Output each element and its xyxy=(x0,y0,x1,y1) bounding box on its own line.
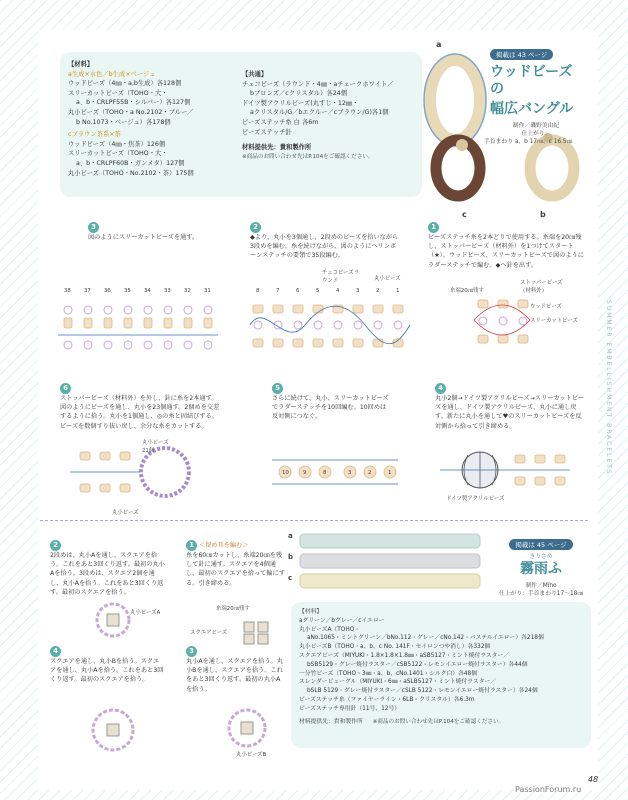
thread-label: 糸端20㎝残す xyxy=(450,288,484,294)
step-number: 3 xyxy=(88,222,99,233)
ladder-num: 8 xyxy=(323,470,327,476)
material-line: スクエアビーズ（MIYUKI・1.8×1.8×1.8㎜・aSB5127・ミント焼付ラスター／ xyxy=(299,652,510,659)
supplier-2: 材料提供先：貴和製作所 xyxy=(299,718,363,725)
step-number: 4 xyxy=(50,646,61,657)
material-line: aNo.1065・ミントグリーン／bNo.112・グレー／cNo.142・パステルイエロー）各218個 xyxy=(307,635,544,642)
maruko21-label: 丸小ビーズ21個 xyxy=(142,440,169,454)
diagram-clasp-1 xyxy=(232,612,292,652)
material-line: ドイツ製アクリルビーズ(丸すじ・12㎜・ xyxy=(242,99,359,107)
ladder-num: 1 xyxy=(388,470,392,476)
material-line: 丸小ビーズA（TOHO・ xyxy=(299,626,361,633)
watermark: PassionForum.ru xyxy=(515,785,582,794)
col-number: 36 xyxy=(104,288,111,294)
material-line: スリーカットビーズ（TOHO・大・ xyxy=(68,89,168,97)
common-heading: 【共通】 xyxy=(242,71,268,78)
material-line: ビーズステッチ糸（ファイヤーライン・6LB・クリスタル）各6.3m xyxy=(299,696,475,703)
step2-4 xyxy=(50,646,165,685)
supplier: 材料提供先：貴和製作所 xyxy=(242,144,312,152)
step-text: 丸小Aを通し、スクエアを拾う。丸小Bを通し、スクエアを拾う。これをあと3回くり返す。最初の丸小Aを拾う。 xyxy=(186,658,283,693)
material-line: ウッドビーズ（4㎜・a,b生成）各128個 xyxy=(68,80,182,88)
material-line: aクリスタル/G／bエクルー／cブラウン/G)各1個 xyxy=(250,109,389,117)
step-number: 6 xyxy=(60,383,71,394)
bracelet-photos xyxy=(286,530,486,595)
bracelet-label-b: b xyxy=(288,553,294,561)
material-line: ビーズステッチ糸 白 各6m xyxy=(242,118,319,126)
step-text: さらに続けて、丸小、スリーカットビーズでラダーステッチを10回編む。10回めは反対側につなぐ。 xyxy=(272,395,389,421)
wood-label: ウッドビーズ xyxy=(530,304,562,310)
supplier-row xyxy=(299,718,544,727)
diagram-left-ladder xyxy=(58,290,223,365)
step-3 xyxy=(88,222,228,242)
photo-label-b: b xyxy=(540,210,546,219)
title-line-2: 幅広バングル xyxy=(490,101,574,117)
diagram-clasp-4 xyxy=(78,700,148,760)
material-line: 丸小ビーズ（TOHO・a No.2102・ブルー／ xyxy=(68,108,194,116)
ladder-num: 3 xyxy=(348,470,352,476)
title-ruby: きりさめ xyxy=(529,554,553,560)
square-label: スクエアビーズ xyxy=(190,630,228,636)
step-number: 3 xyxy=(186,646,197,657)
step-text: スクエアを通し、丸小Bを拾う。スクエアを通し、丸小Aを拾う。これをあと3回くり返す。最初のスクエアを拾う。 xyxy=(50,658,164,684)
diagram-clasp-2 xyxy=(78,598,148,643)
col-number: 7 xyxy=(276,288,280,294)
credit-2: 制作／Miho xyxy=(525,583,557,589)
step2-2 xyxy=(50,540,165,597)
material-line: bSB5129・グレー焼付ラスター／cSB5122・レモンイエロー焼付ラスター）各44個 xyxy=(307,661,528,668)
col-number: 6 xyxy=(296,288,300,294)
material-line: 一分竹ビーズ（TOHO・3㎜・a、b、cNo.1401・シルク白）各48個 xyxy=(299,670,478,677)
photo-label-c: c xyxy=(462,210,467,219)
title-line-1: ウッドビーズの xyxy=(490,64,573,97)
materials2-list xyxy=(299,608,544,726)
material-line: ビーズステッチ専用針（11号、12号） xyxy=(299,705,401,712)
col-number: 37 xyxy=(84,288,91,294)
col-number: 5 xyxy=(316,288,320,294)
step-text: ストッパービーズ（材料外）を外し、針に糸を2本通す。図のようにビーズを通し、丸小を23個通す。2個めを交差するように拾う。丸小を1個通し、◎の糸と固結びする。ビーズを数個すり抜い戻し、余分な糸をカットする。 xyxy=(60,395,220,430)
col-number: 32 xyxy=(184,288,191,294)
bangle-b xyxy=(530,140,574,196)
step-text: 2段めは、丸小Aを通し、スクエアを拾う。これをあと3回くり返す。最初の丸小Aを拾う。3段めは、スクエア2個を通し、丸小Aを拾う。これをあと3回くり返す。最初のスクエアを拾う。 xyxy=(50,552,165,596)
material-line: 丸小ビーズB（TOHO・a、b、c No. 141F・セイロンつや消し）各332個 xyxy=(299,644,491,651)
step-text: 糸を60㎝カットし、糸端20㎝を残して針に通す。スクエアを4個通し、最初のスクエアを拾って輪にする。引き締める。 xyxy=(186,552,285,587)
bracelet-label-c: c xyxy=(288,574,293,582)
col-number: 31 xyxy=(204,288,211,294)
diagram-clasp-3 xyxy=(212,700,282,755)
material-line: 丸小ビーズ（TOHO・No.2102・茶）175個 xyxy=(68,169,194,177)
step-text: 丸小2個→ドイツ製アクリルビーズ→スリーカットビーズを通し、ドイツ製アクリルビーズ、丸小に通し戻す。新たに丸小を通して♥のスリーカットビーズを反対側から拾って引き締める。 xyxy=(435,395,584,430)
material-line: スリーカットビーズ（TOHO・大・ xyxy=(68,150,168,158)
material-line: b No.1073・ベージュ）各178個 xyxy=(76,118,171,126)
finish-2: 仕上がり：手首まわり17～18㎝ xyxy=(498,591,584,597)
supplier-note-2: ※商品のお問い合わせ先はP.104をご確認ください。 xyxy=(372,718,505,725)
diagram-acrylic-bead xyxy=(440,445,580,495)
bracelet-label-a: a xyxy=(288,532,293,540)
step-5 xyxy=(272,383,392,422)
step-2 xyxy=(250,222,400,261)
maruko-b-label: 丸小ビーズB xyxy=(236,752,267,758)
material-line: cブラウン茶系×茶 xyxy=(68,131,121,139)
ladder-num: 2 xyxy=(368,470,372,476)
bangle-a xyxy=(430,60,480,140)
ladder-num: 10 xyxy=(282,470,289,476)
material-line: チェコビーズ（ラウンド・4㎜・aチェークホワイト／ xyxy=(242,80,394,88)
ring-maruko-label: 丸小ビーズ xyxy=(112,510,139,516)
materials-column-1 xyxy=(68,60,194,178)
ladder-num: 9 xyxy=(303,470,307,476)
material-line: ビーズステッチ針 xyxy=(242,128,292,136)
material-line: a、b・CRLPF60B・ガンメタ）127個 xyxy=(76,159,185,167)
col-number: 35 xyxy=(124,288,131,294)
material-line: bSLB 5129・グレー焼付ラスター／cSLB 5122・レモンイエロー焼付ラスター）各24個 xyxy=(307,688,538,695)
step-number: 5 xyxy=(272,383,283,394)
step-4 xyxy=(435,383,585,431)
czech-label: チェコビーズラウンド xyxy=(322,270,360,284)
col-number: 1 xyxy=(396,288,400,294)
step-number: 1 xyxy=(428,222,439,233)
step2-3 xyxy=(186,646,286,694)
materials-box-2 xyxy=(291,602,591,748)
step-text: 図のようにスリーカットビーズを通す。 xyxy=(88,234,199,241)
supplier-note: ※商品のお問い合わせ先はP.104をご確認ください。 xyxy=(242,153,374,160)
col-number: 33 xyxy=(164,288,171,294)
threecut-label: スリーカットビーズ xyxy=(530,318,578,324)
page-ref-pill-2: 掲載は 45 ページ xyxy=(509,539,572,550)
col-number: 38 xyxy=(64,288,71,294)
photo-label-a: a xyxy=(436,40,442,49)
diagram-middle-herringbone xyxy=(245,295,415,365)
section-divider xyxy=(40,520,588,521)
step-number: 1 xyxy=(186,540,197,551)
acrylic-label: ドイツ製アクリルビーズ xyxy=(446,496,505,502)
materials-heading: 【材料】 xyxy=(68,61,94,68)
thread-label-2: 糸端20㎝残す xyxy=(216,606,250,612)
step-number: 2 xyxy=(50,540,61,551)
side-running-title: SUMMER EMBELLISHMENT BRACELETS xyxy=(605,300,612,476)
credit: 制作／磯野美由紀 xyxy=(512,123,560,129)
step2-1 xyxy=(186,540,286,588)
step-text: ビーズステッチ糸を2本どりで使用する。糸端を20㎝残し、ストッパービーズ（材料外）を1つけてスタート（★）。ウッドビーズ、スリーカットビーズで図のようにラダーステッチで編む。◆へ針を出す。 xyxy=(428,234,584,269)
page-ref-pill: 掲載は 43 ページ xyxy=(490,49,553,60)
material-line: a、b・CRLPF55B・シルバー）各127個 xyxy=(76,99,191,107)
maruko-a-label: 丸小ビーズA xyxy=(130,610,161,616)
step-heading: ＜留め具を編む＞ xyxy=(198,542,249,549)
diagram-ladder-10 xyxy=(270,450,400,495)
step-number: 4 xyxy=(435,383,446,394)
finish-size: 手首まわり a、b 17㎝、c 16.5㎝ xyxy=(484,139,573,145)
col-number: 3 xyxy=(356,288,360,294)
maruko-label: 丸小ビーズ xyxy=(374,276,401,282)
material-line: スレンダービューグル（MIYUKI・6㎜・aSLB5127・ミント焼付ラスター／ xyxy=(299,679,497,686)
title-2: 霧雨ふ xyxy=(520,561,562,577)
step-1 xyxy=(428,222,588,270)
step-text: ◆より、丸小を3個通し、2段めのビーズを拾いながら3段めを編む。糸を続けながら、図のようにヘリンボーンステッチの要領で35段編む。 xyxy=(250,234,399,260)
page-number: 48 xyxy=(588,775,599,784)
finish-label: 仕上がり： xyxy=(521,131,551,137)
col-number: 34 xyxy=(144,288,151,294)
material-line: aグリーン／bグレー／cイエロー xyxy=(299,617,385,624)
step-number: 2 xyxy=(250,222,261,233)
col-number: 2 xyxy=(376,288,380,294)
material-line: a生成×水色／b生成×ベージュ xyxy=(68,70,156,78)
materials2-heading: 【材料】 xyxy=(299,609,323,615)
step-6 xyxy=(60,383,220,431)
material-line: ウッドビーズ（4㎜・焦茶）126個 xyxy=(68,140,166,148)
title-box-1 xyxy=(484,42,582,146)
bangle-bead xyxy=(456,139,468,151)
col-number: 4 xyxy=(336,288,340,294)
title-box-2 xyxy=(496,532,586,598)
materials-column-2 xyxy=(242,70,394,162)
stopper-label: ストッパービーズ（材料外） xyxy=(520,280,563,294)
material-line: bブロンズ／cクリスタル）各24個 xyxy=(250,90,348,98)
diagram-right-ladder xyxy=(472,290,532,360)
col-number: 8 xyxy=(256,288,260,294)
materials-box-1 xyxy=(60,52,422,197)
